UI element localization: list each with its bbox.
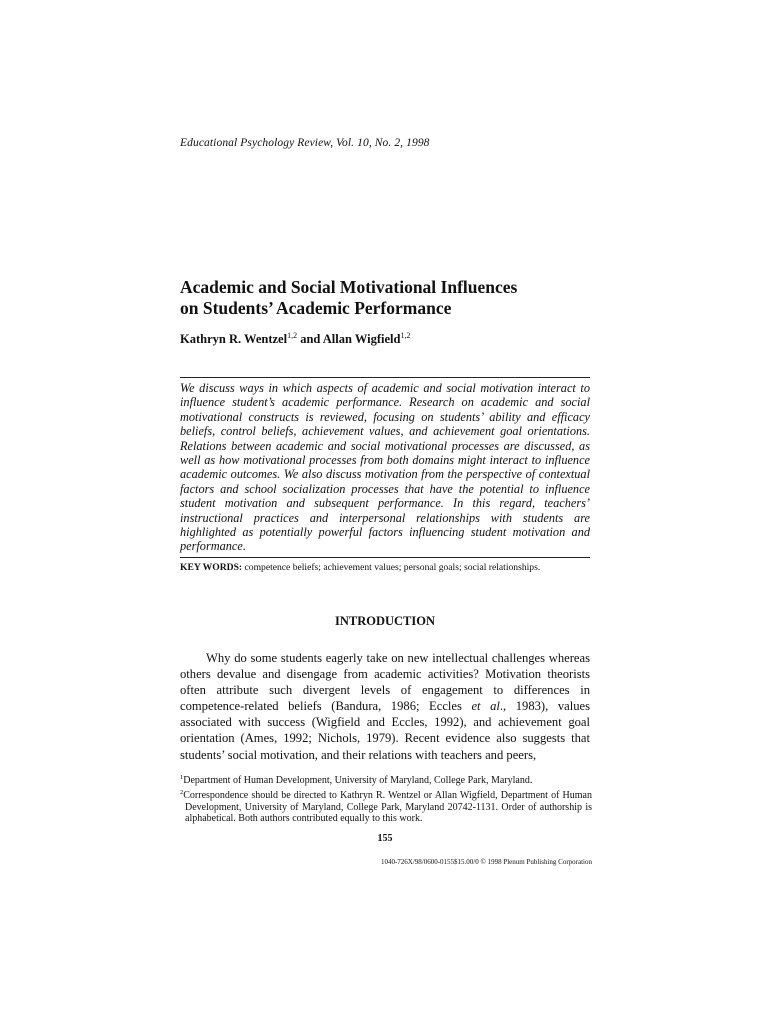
footnote-text: Correspondence should be directed to Kathryn R. Wentzel or Allan Wigfield, Department of Human Development, University of Maryland, College Park, Maryland 20742-1131. Order of authorship is alphabetical. Both authors contributed equally to this work. bbox=[183, 789, 592, 825]
abstract-top-rule bbox=[180, 377, 590, 378]
abstract bbox=[180, 381, 590, 554]
footnote-mark: 2 bbox=[180, 788, 184, 796]
page-number: 155 bbox=[377, 833, 393, 844]
title-line-1: Academic and Social Motivational Influences bbox=[180, 277, 518, 297]
journal-citation: Educational Psychology Review, Vol. 10, No. 2, 1998 bbox=[180, 137, 430, 149]
author-list bbox=[180, 331, 410, 347]
introduction-paragraph bbox=[180, 650, 590, 763]
footnote-2 bbox=[180, 787, 592, 825]
abstract-text: We discuss ways in which aspects of academic and social motivation interact to influence student’s academic performance. Research on academic and social motivational constructs is reviewed, focusing on students’ ability and efficacy beliefs, control beliefs, achievement values, and achievement goal orientations. Relations between academic and social motivational processes are discussed, as well as how motivational processes from both domains might interact to influence academic outcomes. We also discuss motivation from the perspective of contextual factors and school socialization processes that have the potential to influence student motivation and subsequent performance. In this regard, teachers’ instructional practices and interpersonal relationships with students are highlighted as potentially powerful factors influencing student motivation and performance. bbox=[180, 381, 590, 554]
author-affiliation-mark: 1,2 bbox=[400, 331, 411, 340]
paragraph-italic-text: et al bbox=[471, 699, 500, 714]
copyright-line: 1040-726X/98/0600-0155$15.00/0 © 1998 Plenum Publishing Corporation bbox=[380, 858, 592, 866]
paragraph-text: ., 1983), values associated with success (Wigfield and Eccles, 1992), and achievement goal orientation (Ames, 1992; Nichols, 1979). Recent evidence also suggests that students’ social motivation, and their relations with teachers and peers, bbox=[180, 699, 590, 762]
author-affiliation-mark: 1,2 bbox=[287, 331, 298, 340]
title-line-2: on Students’ Academic Performance bbox=[180, 298, 452, 318]
author-name: Kathryn R. Wentzel bbox=[180, 332, 288, 346]
keywords bbox=[180, 562, 600, 573]
footnotes bbox=[180, 772, 592, 825]
section-heading: INTRODUCTION bbox=[334, 614, 435, 628]
abstract-bottom-rule bbox=[180, 557, 590, 558]
introduction-body bbox=[180, 650, 590, 763]
keywords-label: KEY WORDS: bbox=[180, 562, 243, 573]
footnote-text: Department of Human Development, University of Maryland, College Park, Maryland. bbox=[183, 775, 533, 786]
footnote-mark: 1 bbox=[180, 774, 184, 781]
paragraph-text: Why do some students eagerly take on new intellectual challenges whereas others devalue and disengage from academic activities? Motivation theorists often attribute such divergent levels of engagement to differences in competence-related beliefs (Bandura, 1986; Eccles bbox=[180, 651, 590, 714]
author-name: Allan Wigfield bbox=[322, 332, 401, 346]
keywords-text: competence beliefs; achievement values; personal goals; social relationships. bbox=[242, 562, 541, 573]
author-conjunction: and bbox=[297, 332, 323, 346]
footnote-1 bbox=[180, 772, 592, 787]
article-title bbox=[180, 277, 600, 319]
